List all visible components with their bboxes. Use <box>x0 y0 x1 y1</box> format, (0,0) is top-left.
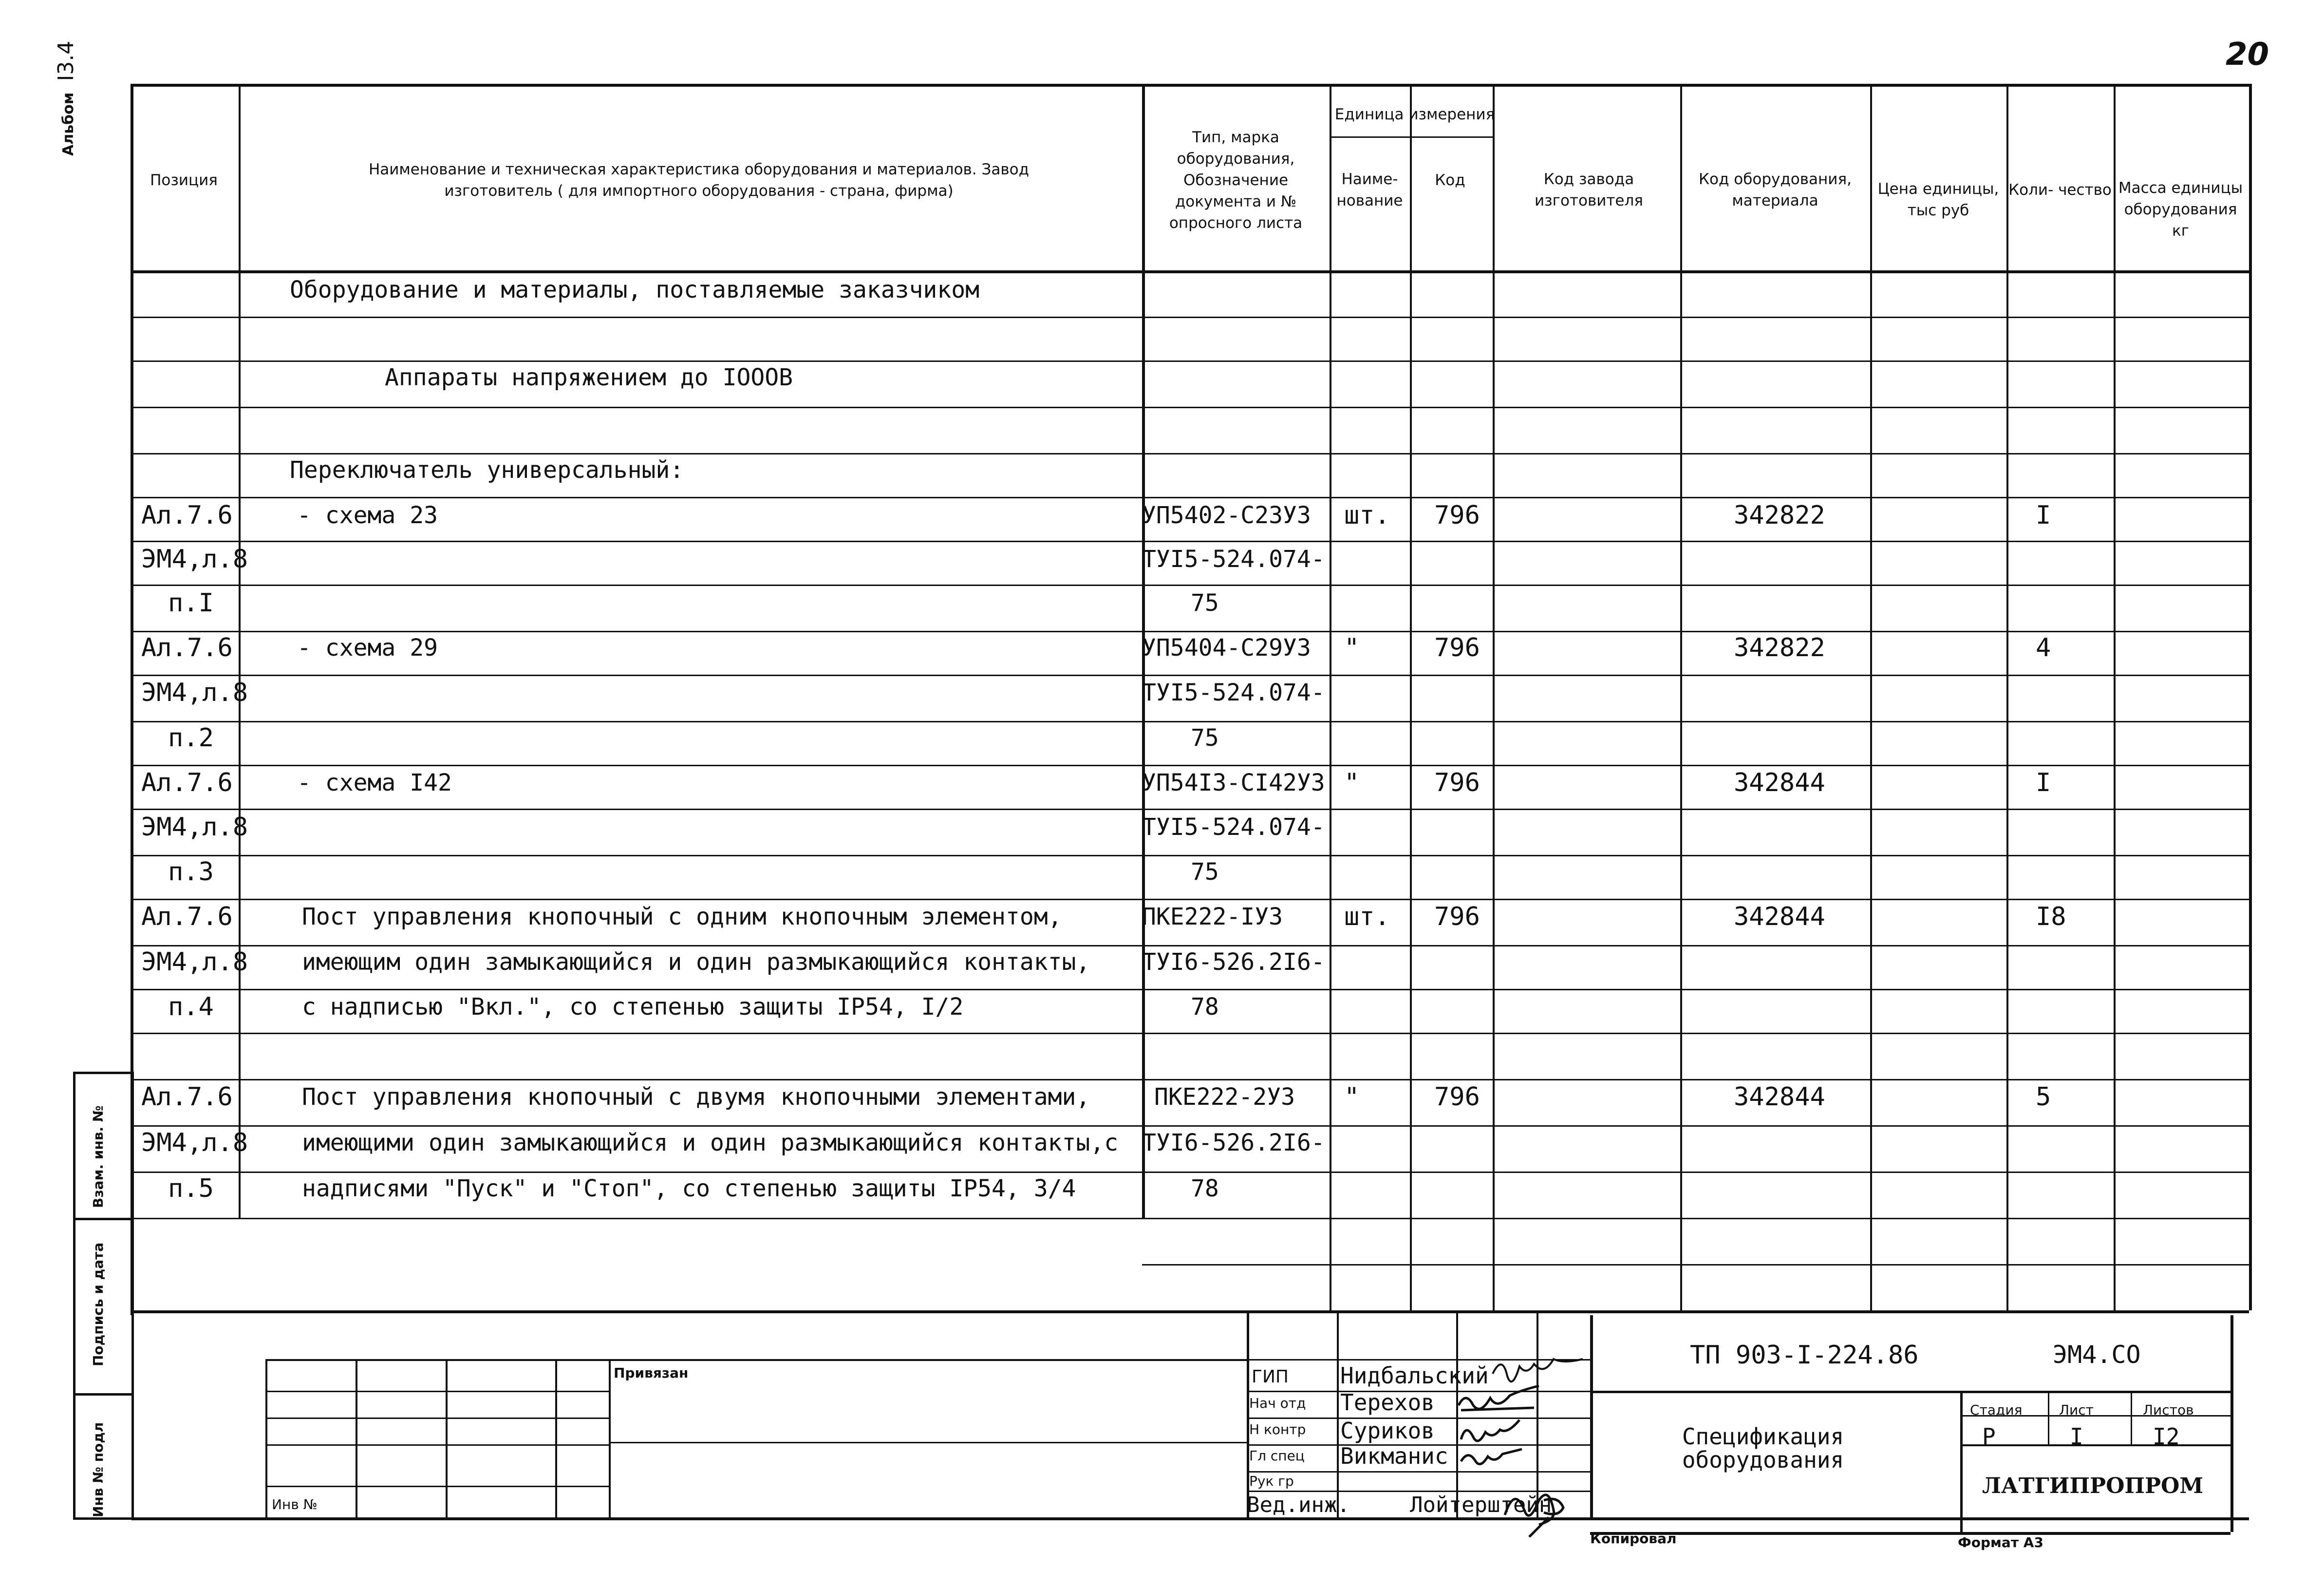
tb-format: Формат А3 <box>1958 1534 2043 1550</box>
row-name: Аппараты напряжением до IOOOB <box>385 364 793 391</box>
tb-doc-code: ЭМ4.СО <box>2053 1341 2141 1369</box>
row-position: п.4 <box>168 992 214 1021</box>
row-position: ЭМ4,л.8 <box>141 813 248 842</box>
row-position: п.I <box>168 588 214 618</box>
grid-line-h <box>1590 1391 2230 1393</box>
grid-line-h <box>131 497 2249 498</box>
grid-line-h <box>131 585 2249 586</box>
grid-line-h <box>1142 1264 2249 1266</box>
grid-line-v <box>1590 1315 1593 1517</box>
grid-line-h <box>131 541 2249 542</box>
grid-line-v <box>555 1359 557 1517</box>
row-unit-name: " <box>1344 1082 1360 1112</box>
grid-line-v <box>2048 1391 2049 1444</box>
row-position: п.3 <box>168 857 214 887</box>
row-name: Оборудование и материалы, поставляемые заказчиком <box>290 276 980 303</box>
grid-line-h <box>1960 1444 2230 1446</box>
row-position: п.2 <box>168 723 214 753</box>
grid-line-h <box>131 84 2249 87</box>
signature-5 <box>1500 1481 1583 1530</box>
row-position: Ал.7.6 <box>141 902 233 931</box>
row-name: Пост управления кнопочный с одним кнопочным элементом, <box>302 903 1062 930</box>
header-position: Позиция <box>150 171 218 189</box>
row-equip-code: 342822 <box>1734 501 1825 530</box>
row-type: УП5402-С23У3 <box>1142 502 1311 529</box>
row-type: 75 <box>1191 724 1219 752</box>
row-unit-name: " <box>1344 768 1360 797</box>
grid-line-h <box>131 809 2249 810</box>
grid-line-h <box>131 1218 2249 1219</box>
row-name: - схема 23 <box>297 502 438 529</box>
tb-inv-no: Инв № <box>272 1496 318 1512</box>
header-mass: Масса единицы оборудования кг <box>2118 179 2243 240</box>
row-name: надписями "Пуск" и "Стоп", со степенью защиты IP54, 3/4 <box>302 1175 1076 1202</box>
row-position: ЭМ4,л.8 <box>141 545 248 574</box>
grid-line-v <box>2230 1315 2233 1532</box>
grid-line-h <box>131 1172 2249 1173</box>
grid-line-v <box>1337 1310 1339 1517</box>
tb-org: ЛАТГИПРОПРОМ <box>1982 1474 2204 1498</box>
tb-role-3: Гл спец <box>1249 1448 1305 1464</box>
grid-line-v <box>131 1072 134 1517</box>
tb-sheet-label: Лист <box>2059 1402 2094 1418</box>
row-type: ПКЕ222-IУ3 <box>1142 903 1283 930</box>
row-type: 78 <box>1191 1175 1219 1202</box>
tb-name-5: Лойтерштейн <box>1410 1493 1552 1517</box>
tb-role-2: Н контр <box>1249 1421 1306 1437</box>
grid-line-v <box>2249 84 2252 1310</box>
signature-4 <box>1459 1444 1527 1469</box>
grid-line-h <box>131 721 2249 722</box>
row-equip-code: 342844 <box>1734 1082 1825 1112</box>
row-type: ТУI6-526.2I6- <box>1142 948 1325 976</box>
header-name: Наименование и техническая характеристика оборудования и материалов. Завод изготовитель ( для импортного оборудования - страна, фирма) <box>368 161 1030 200</box>
tb-name-1: Терехов <box>1340 1389 1435 1416</box>
row-unit-code: 796 <box>1434 633 1480 662</box>
grid-line-h <box>265 1444 609 1446</box>
grid-line-h <box>131 453 2249 454</box>
grid-line-h <box>131 1079 2249 1080</box>
grid-line-v <box>609 1359 611 1517</box>
row-type: 75 <box>1191 589 1219 617</box>
header-equip-code: Код оборудования, материала <box>1699 170 1852 209</box>
tb-role-4: Рук гр <box>1249 1473 1294 1489</box>
grid-line-h <box>73 1072 131 1074</box>
row-type: 75 <box>1191 858 1219 886</box>
row-position: Ал.7.6 <box>141 501 233 530</box>
grid-line-h <box>265 1418 609 1419</box>
grid-line-h <box>131 360 2249 362</box>
grid-line-v <box>239 84 241 1218</box>
row-type: ТУI6-526.2I6- <box>1142 1129 1325 1156</box>
row-name: - схема I42 <box>297 769 452 796</box>
row-position: Ал.7.6 <box>141 768 233 797</box>
tb-privyazan: Привязан <box>614 1365 689 1381</box>
row-type: ТУI5-524.074- <box>1142 813 1325 841</box>
tb-role-1: Нач отд <box>1249 1395 1306 1411</box>
tb-role-0: ГИП <box>1252 1367 1289 1387</box>
grid-line-h <box>131 765 2249 766</box>
row-name: Пост управления кнопочный с двумя кнопочными элементами, <box>302 1083 1090 1111</box>
album-label-value: I3.4 <box>54 40 78 81</box>
row-name: с надписью "Вкл.", со степенью защиты IP54, I/2 <box>302 993 964 1021</box>
row-position: ЭМ4,л.8 <box>141 678 248 707</box>
row-unit-code: 796 <box>1434 768 1480 797</box>
tb-stage-label: Стадия <box>1970 1402 2023 1418</box>
row-type: УП5404-С29У3 <box>1142 634 1311 662</box>
tb-name-0: Нидбальский <box>1340 1362 1489 1389</box>
tb-name-2: Суриков <box>1340 1418 1435 1444</box>
row-qty: I8 <box>2036 902 2066 931</box>
grid-line-v <box>446 1359 448 1517</box>
grid-line-h <box>265 1486 609 1487</box>
header-unit-group: Единица измерения <box>1334 106 1495 123</box>
row-name: - схема 29 <box>297 634 438 662</box>
side-stamp-podpis: Подпись и дата <box>90 1242 106 1366</box>
header-qty: Коли- чество <box>2008 181 2112 199</box>
signature-1 <box>1490 1354 1588 1388</box>
grid-line-h <box>73 1517 131 1520</box>
row-unit-code: 796 <box>1434 1082 1480 1112</box>
row-unit-code: 796 <box>1434 501 1480 530</box>
grid-line-h <box>1330 136 1493 138</box>
tb-title: Спецификация оборудования <box>1682 1423 1844 1473</box>
tb-role-5: Вед.инж. <box>1247 1493 1350 1517</box>
grid-line-h <box>131 945 2249 946</box>
grid-line-v <box>2131 1391 2132 1444</box>
grid-line-h <box>609 1442 1247 1443</box>
row-unit-name: шт. <box>1344 501 1390 530</box>
header-unit-code: Код <box>1435 171 1465 189</box>
tb-doc-number: ТП 903-I-224.86 <box>1690 1341 1919 1370</box>
row-type: ПКЕ222-2У3 <box>1154 1083 1295 1111</box>
grid-line-h <box>131 1033 2249 1034</box>
grid-line-h <box>131 1125 2249 1127</box>
signature-2 <box>1456 1388 1554 1418</box>
tb-sheet: I <box>2070 1423 2083 1450</box>
row-unit-code: 796 <box>1434 902 1480 931</box>
tb-copied: Копировал <box>1590 1531 1677 1547</box>
grid-line-h <box>131 631 2249 632</box>
row-position: ЭМ4,л.8 <box>141 1128 248 1157</box>
grid-line-v <box>356 1359 357 1517</box>
grid-line-h <box>131 407 2249 408</box>
tb-sheets-label: Листов <box>2143 1402 2194 1418</box>
row-type: ТУI5-524.074- <box>1142 679 1325 706</box>
row-qty: I <box>2036 501 2051 530</box>
page-number: 20 <box>2226 37 2269 73</box>
row-type: 78 <box>1191 993 1219 1021</box>
side-stamp-vzam: Взам. инв. № <box>90 1105 106 1208</box>
tb-sheets: I2 <box>2153 1423 2180 1450</box>
row-position: ЭМ4,л.8 <box>141 947 248 977</box>
row-qty: 5 <box>2036 1082 2051 1112</box>
row-name: имеющим один замыкающийся и один размыкающийся контакты, <box>302 948 1090 976</box>
row-type: УП54I3-СI42У3 <box>1142 769 1325 796</box>
album-label <box>54 40 83 156</box>
tb-name-3: Викманис <box>1340 1443 1448 1469</box>
row-qty: 4 <box>2036 633 2051 662</box>
row-position: Ал.7.6 <box>141 1082 233 1112</box>
grid-line-h <box>131 1310 2249 1313</box>
grid-line-h <box>131 899 2249 900</box>
row-position: Ал.7.6 <box>141 633 233 662</box>
row-unit-name: " <box>1344 633 1360 662</box>
tb-stage: Р <box>1982 1423 1996 1450</box>
grid-line-h <box>1247 1471 1590 1473</box>
row-equip-code: 342822 <box>1734 633 1825 662</box>
grid-line-v <box>265 1359 267 1517</box>
grid-line-h <box>131 1517 2249 1520</box>
row-equip-code: 342844 <box>1734 902 1825 931</box>
row-type: ТУI5-524.074- <box>1142 546 1325 573</box>
header-type: Тип, марка оборудования, Обозначение документа и № опросного листа <box>1169 129 1303 232</box>
row-equip-code: 342844 <box>1734 768 1825 797</box>
header-maker-code: Код завода изготовителя <box>1535 170 1643 209</box>
grid-line-h <box>131 317 2249 318</box>
row-position: п.5 <box>168 1174 214 1203</box>
row-name: имеющими один замыкающийся и один размыкающийся контакты,с <box>302 1129 1119 1156</box>
grid-line-h <box>131 855 2249 856</box>
row-unit-name: шт. <box>1344 902 1390 931</box>
signature-3 <box>1459 1418 1527 1447</box>
album-label-text: Альбом <box>60 92 77 156</box>
row-name: Переключатель универсальный: <box>290 456 684 484</box>
grid-line-h <box>1590 1532 2230 1535</box>
grid-line-h <box>265 1391 609 1392</box>
header-unit-name: Наиме- нование <box>1336 170 1403 209</box>
grid-line-v <box>1960 1391 1963 1532</box>
side-stamp-inv: Инв № подл <box>90 1422 106 1517</box>
grid-line-h <box>265 1359 1247 1361</box>
grid-line-h <box>131 675 2249 676</box>
grid-line-v <box>73 1072 75 1517</box>
header-price: Цена единицы, тыс руб <box>1877 180 1999 219</box>
row-qty: I <box>2036 768 2051 797</box>
grid-line-h <box>131 989 2249 990</box>
grid-line-h <box>73 1218 131 1220</box>
